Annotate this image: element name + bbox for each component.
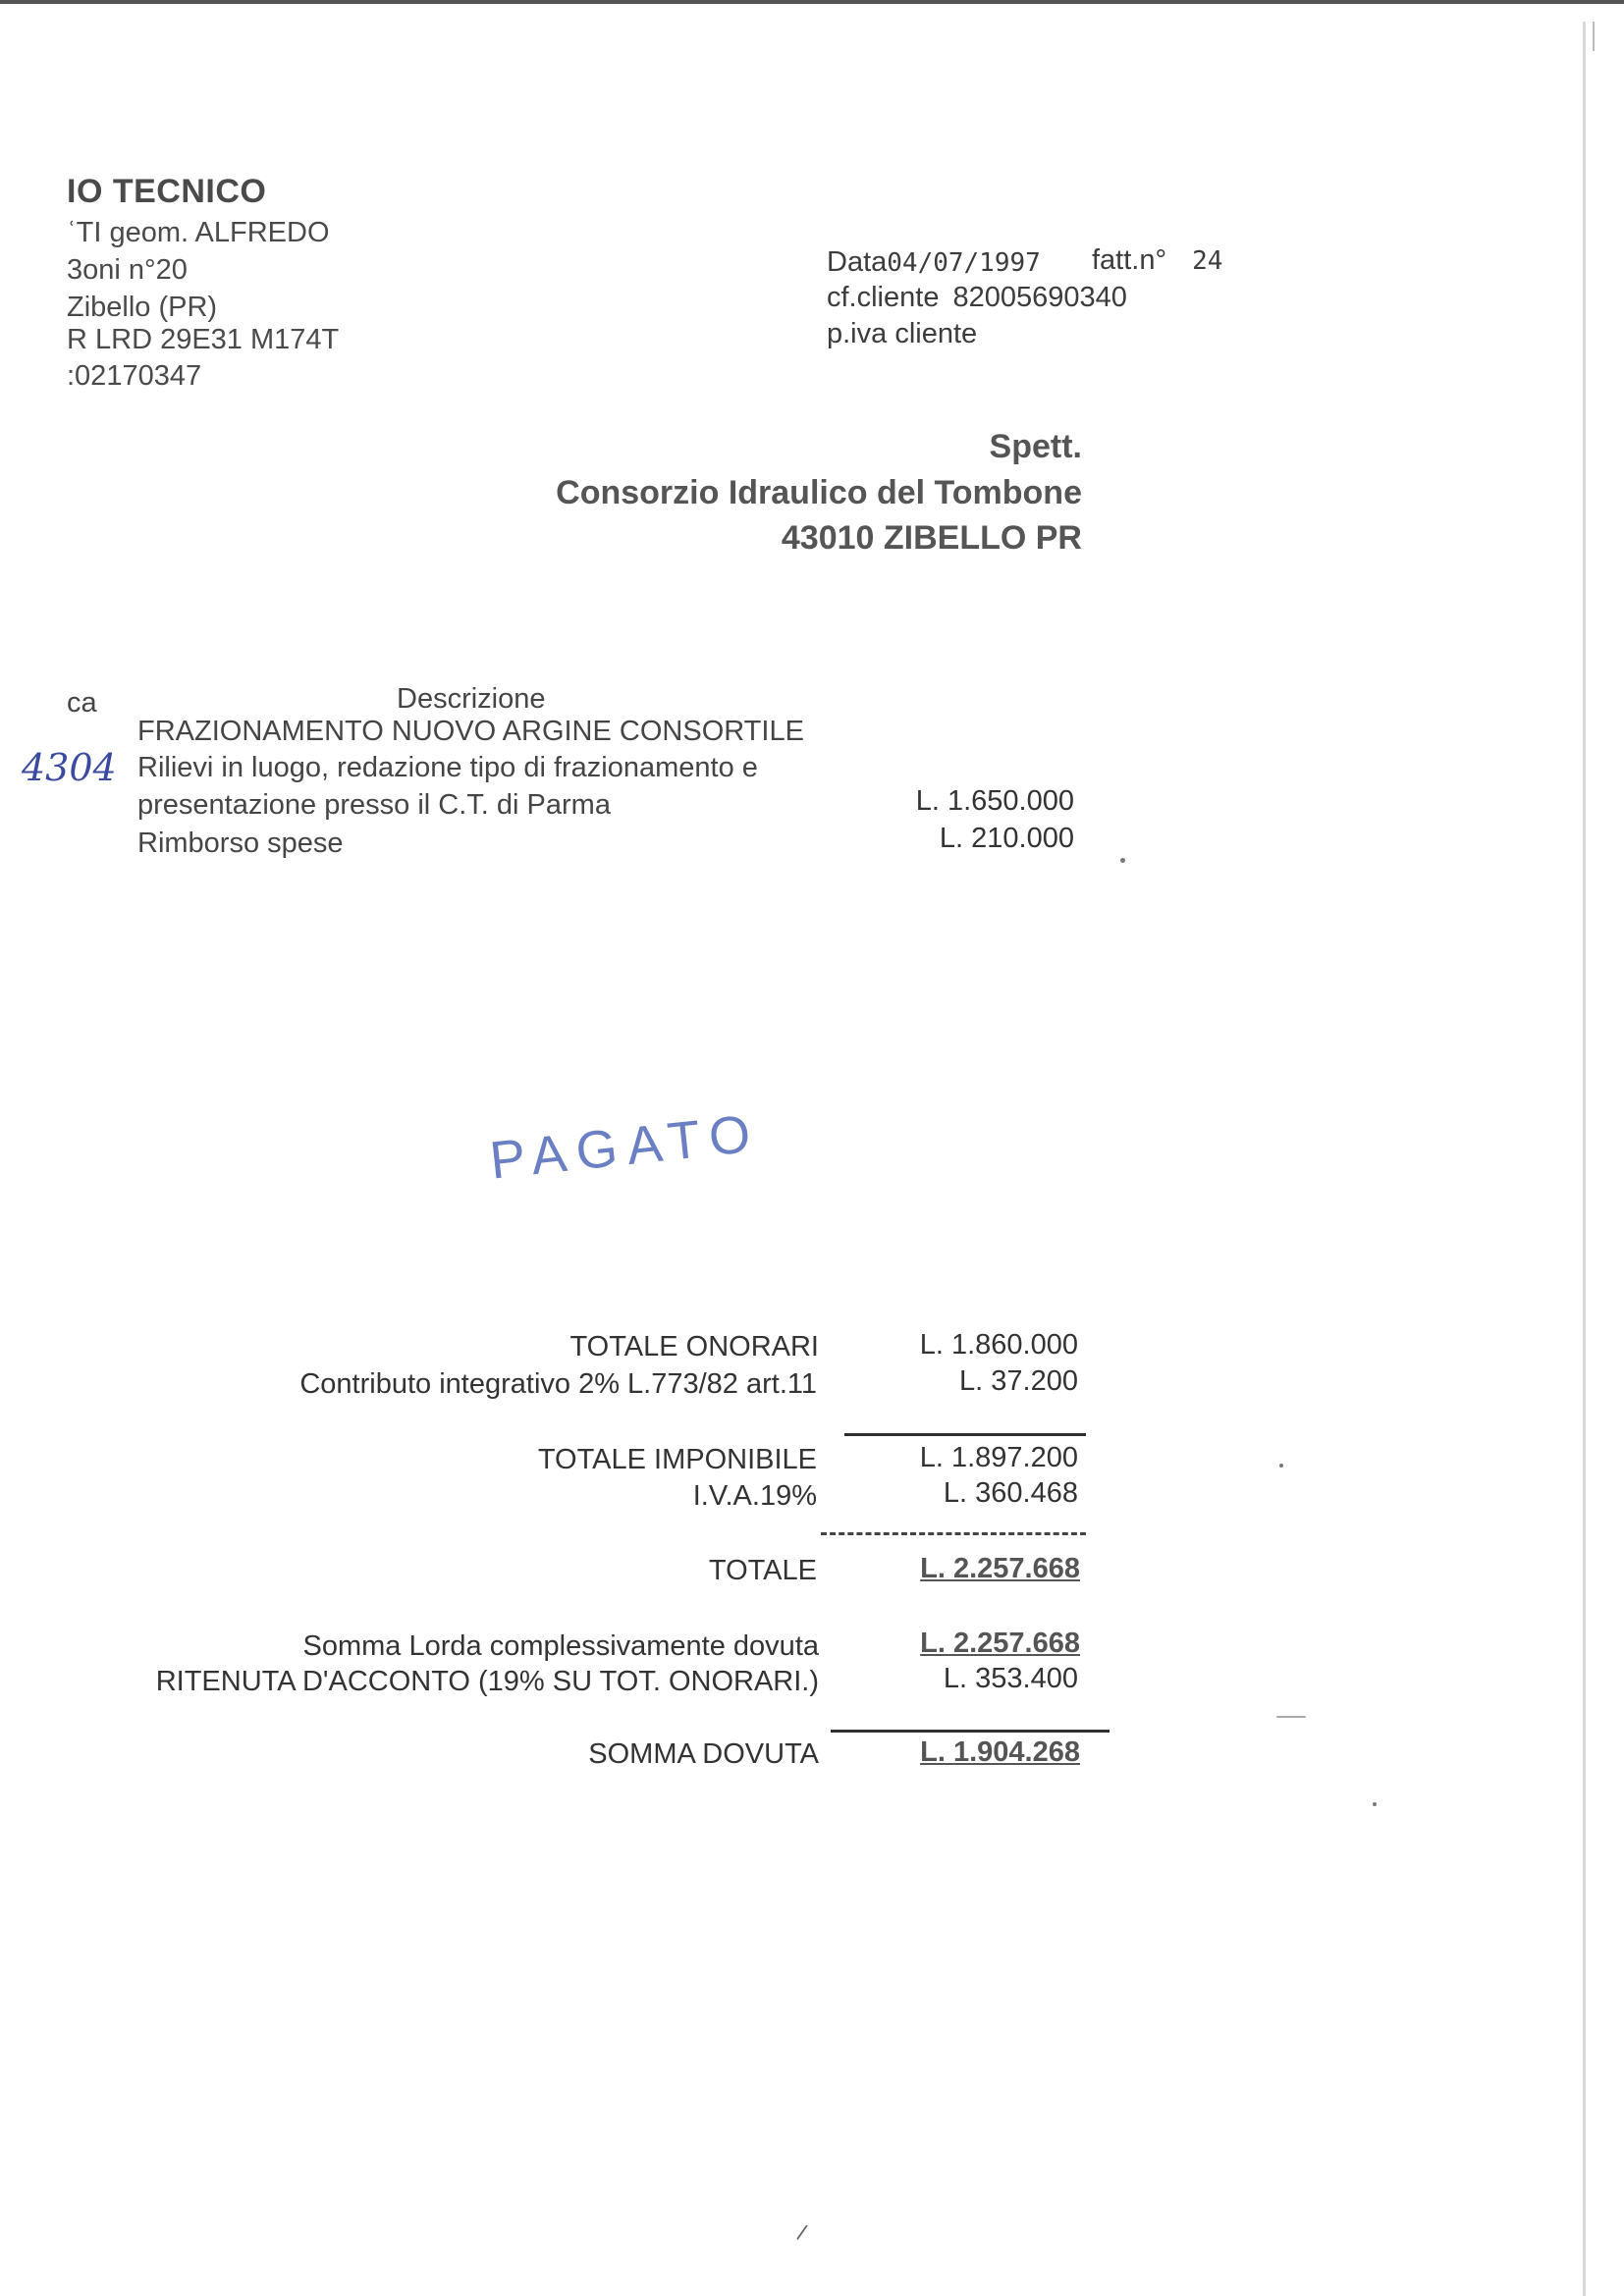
somma-lorda-label: Somma Lorda complessivamente dovuta: [302, 1630, 819, 1662]
item-line-3-amount: L. 1.650.000: [915, 785, 1074, 817]
scan-right-border: [1583, 22, 1586, 2296]
issuer-title: IO TECNICO: [67, 173, 267, 210]
iva-amount: L. 360.468: [943, 1477, 1078, 1509]
scan-speck: [1276, 1716, 1306, 1718]
description-header: Descrizione: [397, 683, 546, 715]
totale-onorari-amount: L. 1.860.000: [919, 1329, 1078, 1361]
scan-right-border-mark: [1593, 22, 1595, 51]
issuer-vat: :02170347: [67, 360, 202, 392]
invoice-date-line: [827, 246, 1041, 279]
iva-label: I.V.A.19%: [692, 1480, 817, 1512]
item-line-3: presentazione presso il C.T. di Parma: [137, 789, 611, 821]
total-dashed-rule: [821, 1532, 1086, 1535]
invoice-number: 24: [1192, 246, 1223, 276]
scan-top-border: [0, 0, 1624, 4]
somma-dovuta-amount: L. 1.904.268: [920, 1736, 1080, 1768]
issuer-city: Zibello (PR): [67, 292, 218, 323]
totale-onorari-label: TOTALE ONORARI: [569, 1331, 819, 1362]
scan-speck: [796, 2224, 816, 2246]
issuer-street: 3oni n°20: [67, 254, 188, 286]
scan-speck: [1373, 1802, 1377, 1806]
recipient-name: Consorzio Idraulico del Tombone: [556, 474, 1082, 511]
somma-dovuta-label: SOMMA DOVUTA: [588, 1738, 819, 1770]
totale-label: TOTALE: [708, 1555, 817, 1586]
scan-speck: [1279, 1464, 1283, 1468]
issuer-tax-code: R LRD 29E31 M174T: [67, 324, 340, 355]
ritenuta-label: RITENUTA D'ACCONTO (19% SU TOT. ONORARI.): [155, 1666, 819, 1697]
scan-speck: [1120, 858, 1125, 863]
recipient-salutation: Spett.: [989, 428, 1082, 465]
item-line-4: Rimborso spese: [137, 828, 344, 859]
cf-label: cf.cliente: [827, 282, 940, 313]
subtotal-rule: [844, 1433, 1086, 1436]
totale-imponibile-amount: L. 1.897.200: [919, 1442, 1078, 1473]
item-line-2: Rilievi in luogo, redazione tipo di frazionamento e: [137, 752, 758, 783]
final-rule: [831, 1730, 1110, 1733]
contributo-label: Contributo integrativo 2% L.773/82 art.11: [299, 1368, 817, 1400]
client-cf-line: [827, 282, 1127, 314]
item-line-1: FRAZIONAMENTO NUOVO ARGINE CONSORTILE: [137, 716, 804, 747]
ritenuta-amount: L. 353.400: [943, 1663, 1078, 1694]
somma-lorda-amount: L. 2.257.668: [920, 1628, 1080, 1659]
issuer-name: ʿTI geom. ALFREDO: [67, 217, 330, 248]
handwritten-code: 4304: [22, 746, 117, 789]
contributo-amount: L. 37.200: [959, 1365, 1078, 1397]
totale-amount: L. 2.257.668: [920, 1553, 1080, 1584]
item-line-4-amount: L. 210.000: [939, 823, 1074, 854]
invoice-number-line: [1092, 244, 1222, 277]
code-header: ca: [67, 687, 97, 719]
number-label: fatt.n°: [1092, 244, 1167, 276]
invoice-date: 04/07/1997: [887, 248, 1041, 278]
client-cf: 82005690340: [952, 282, 1127, 313]
paid-stamp: PAGATO: [487, 1103, 763, 1191]
date-label: Data: [827, 246, 888, 278]
client-vat-label: p.iva cliente: [827, 318, 978, 349]
totale-imponibile-label: TOTALE IMPONIBILE: [537, 1444, 817, 1475]
recipient-address: 43010 ZIBELLO PR: [781, 519, 1082, 557]
